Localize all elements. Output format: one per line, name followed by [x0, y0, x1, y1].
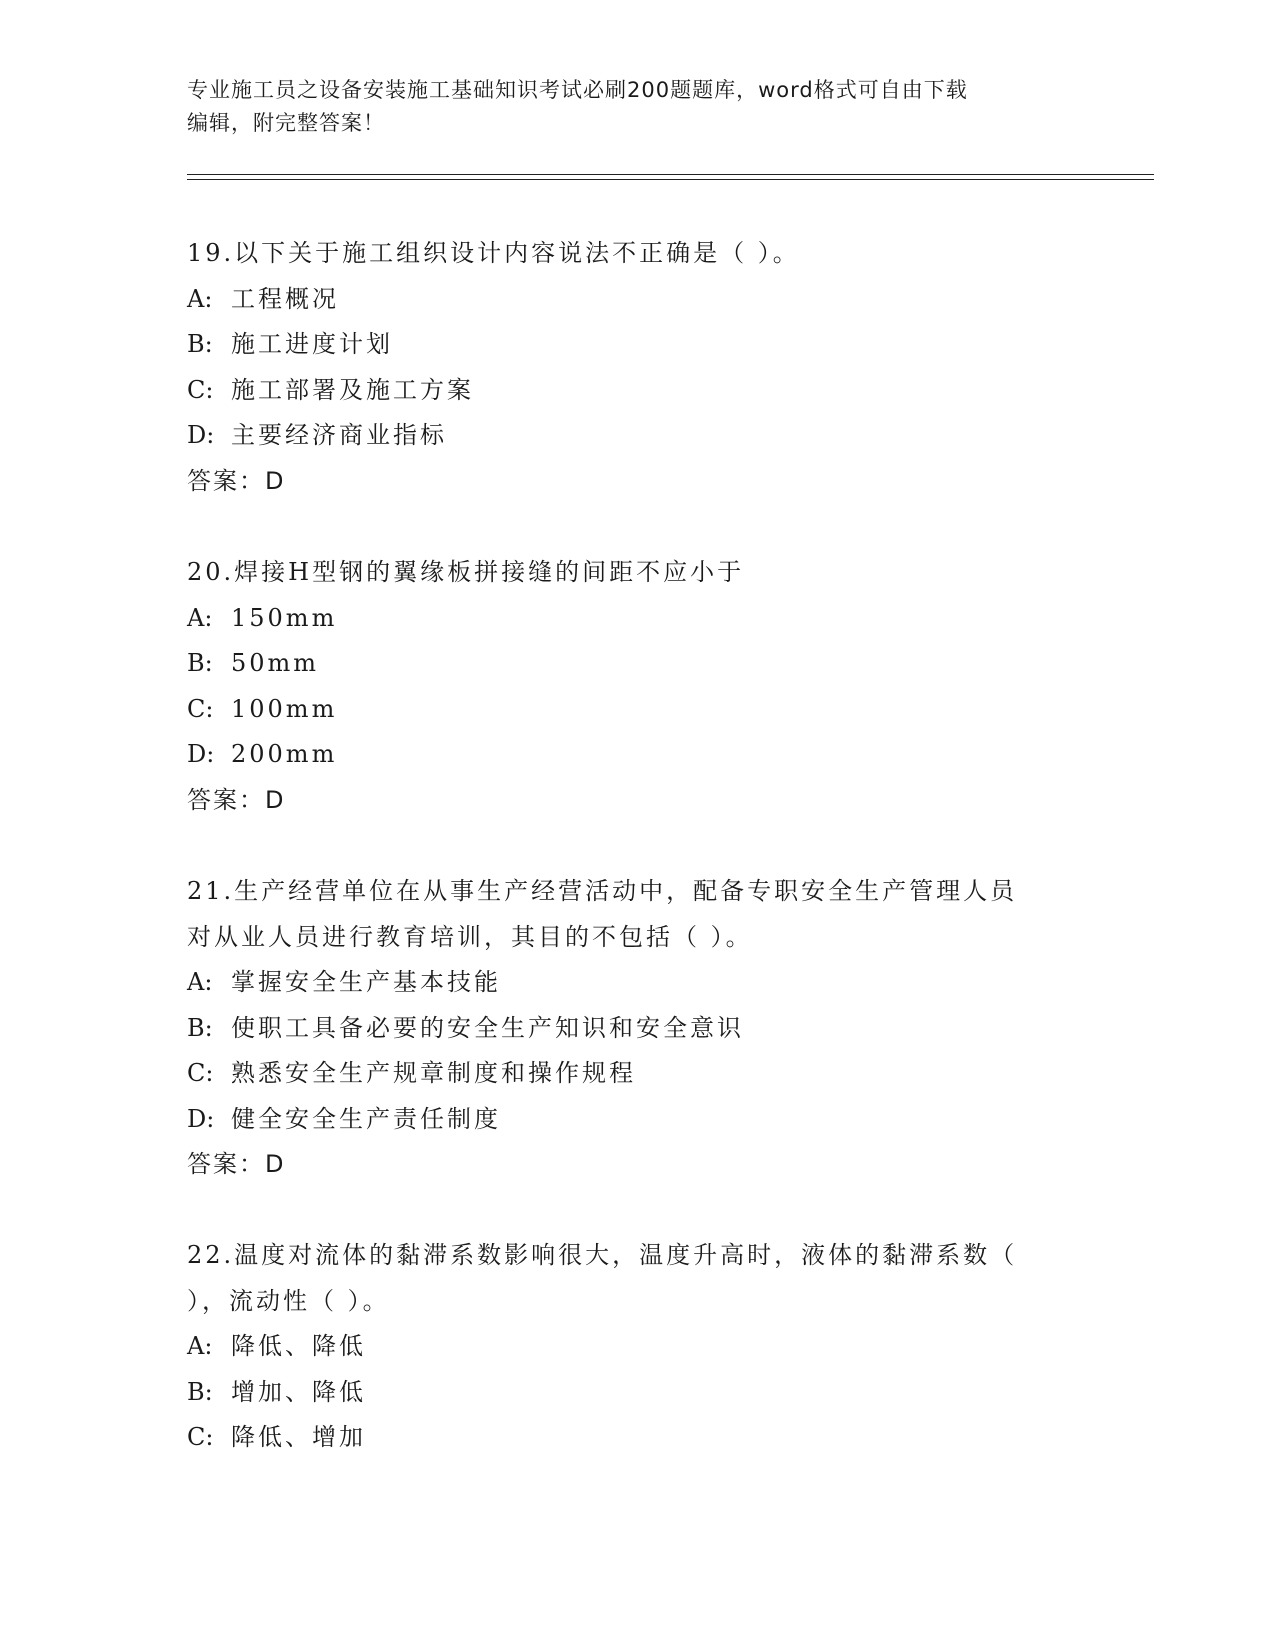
option-text: 施工部署及施工方案 [231, 375, 474, 404]
option-a [187, 596, 1087, 642]
option-letter: D: [187, 740, 215, 768]
answer-line: 答案：D [187, 466, 286, 495]
option-c [187, 1415, 1087, 1461]
option-text: 150mm [231, 603, 338, 632]
option-text: 主要经济商业指标 [231, 421, 447, 449]
option-letter: D: [187, 1104, 215, 1133]
option-letter: A: [187, 284, 213, 313]
question-22 [187, 1233, 1087, 1461]
option-text: 50mm [231, 649, 320, 677]
option-c [187, 368, 1087, 414]
option-letter: B: [187, 1377, 213, 1406]
option-text: 增加、降低 [231, 1377, 366, 1406]
option-d [187, 732, 1087, 778]
option-letter: A: [187, 1332, 213, 1360]
option-b [187, 1370, 1087, 1416]
option-text: 熟悉安全生产规章制度和操作规程 [231, 1059, 636, 1087]
option-b [187, 641, 1087, 687]
question-stem: 19.以下关于施工组织设计内容说法不正确是（ ）。 [187, 239, 800, 267]
header-line-2: 编辑，附完整答案！ [187, 111, 385, 135]
option-c [187, 687, 1087, 733]
option-letter: B: [187, 1013, 213, 1042]
question-stem: 20.焊接H型钢的翼缘板拼接缝的间距不应小于 [187, 558, 745, 586]
option-d [187, 413, 1087, 459]
answer-line: 答案：D [187, 1150, 286, 1178]
option-text: 施工进度计划 [231, 330, 393, 358]
question-stem: 21.生产经营单位在从事生产经营活动中，配备专职安全生产管理人员 [187, 877, 1018, 905]
option-letter: B: [187, 330, 213, 358]
question-stem-continued: ），流动性（ ）。 [187, 1286, 390, 1315]
header-line-1: 专业施工员之设备安装施工基础知识考试必刷200题题库，word格式可自由下载 [187, 78, 968, 102]
option-text: 使职工具备必要的安全生产知识和安全意识 [231, 1013, 744, 1042]
option-text: 200mm [231, 740, 338, 768]
answer-line: 答案：D [187, 785, 286, 814]
question-stem: 22.温度对流体的黏滞系数影响很大，温度升高时，液体的黏滞系数（ [187, 1241, 1018, 1269]
option-text: 降低、降低 [231, 1332, 366, 1360]
question-21 [187, 869, 1087, 1188]
header-rule-top [187, 174, 1154, 175]
option-text: 掌握安全生产基本技能 [231, 968, 501, 996]
option-a [187, 960, 1087, 1006]
option-letter: C: [187, 1423, 214, 1451]
option-text: 健全安全生产责任制度 [231, 1104, 501, 1133]
document-header [187, 74, 1087, 140]
option-b [187, 1006, 1087, 1052]
question-20 [187, 550, 1087, 823]
option-a [187, 1324, 1087, 1370]
option-letter: A: [187, 603, 213, 632]
option-letter: D: [187, 421, 215, 449]
option-letter: C: [187, 375, 214, 404]
option-letter: B: [187, 649, 213, 677]
option-text: 降低、增加 [231, 1423, 366, 1451]
question-stem-continued: 对从业人员进行教育培训，其目的不包括（ ）。 [187, 922, 753, 951]
header-rule-bottom [187, 179, 1154, 180]
option-letter: A: [187, 968, 213, 996]
option-d [187, 1097, 1087, 1143]
option-letter: C: [187, 694, 214, 723]
option-text: 工程概况 [231, 284, 339, 313]
option-c [187, 1051, 1087, 1097]
option-letter: C: [187, 1059, 214, 1087]
option-b [187, 322, 1087, 368]
question-19 [187, 231, 1087, 504]
option-a [187, 277, 1087, 323]
option-text: 100mm [231, 694, 338, 723]
